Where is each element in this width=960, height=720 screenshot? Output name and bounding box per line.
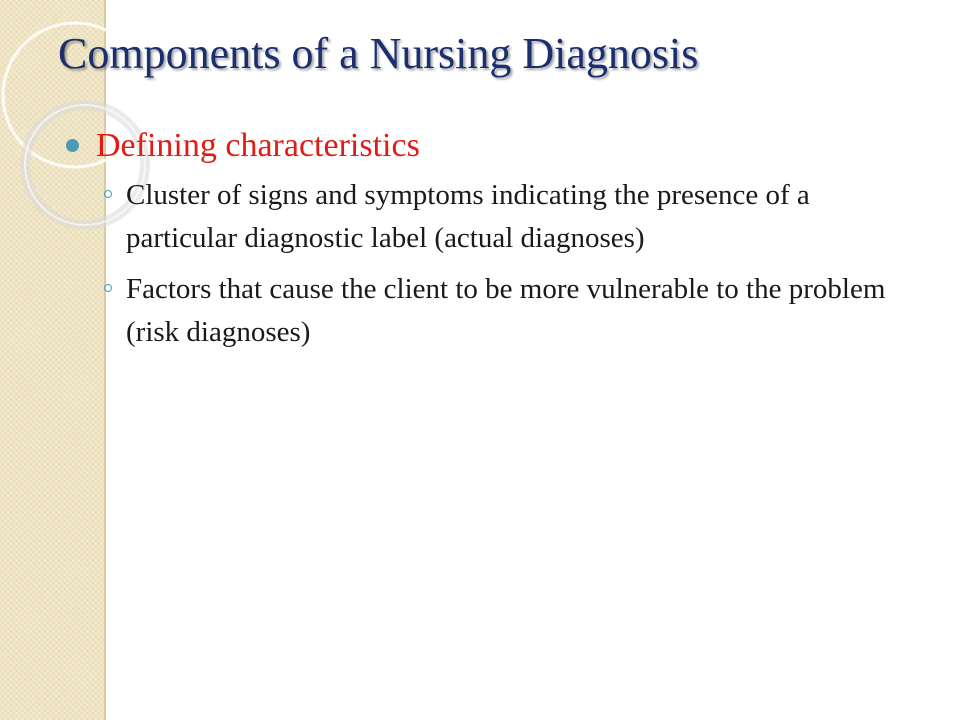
bullet-text: Defining characteristics [96, 127, 420, 164]
slide-title: Components of a Nursing Diagnosis [58, 29, 699, 78]
sub-bullet-item-actual-diagnoses [66, 174, 916, 260]
filled-circle-bullet-icon [66, 139, 79, 152]
sub-bullet-text: Factors that cause the client to be more vulnerable to the problem (risk diagnoses) [126, 273, 886, 348]
bullet-item-defining-characteristics [66, 124, 916, 168]
sub-bullet-item-risk-diagnoses [66, 268, 916, 354]
open-circle-bullet-icon [104, 284, 112, 292]
slide-content [66, 124, 916, 354]
open-circle-bullet-icon [104, 190, 112, 198]
sub-bullet-text: Cluster of signs and symptoms indicating the presence of a particular diagnostic label (actual diagnoses) [126, 179, 810, 254]
